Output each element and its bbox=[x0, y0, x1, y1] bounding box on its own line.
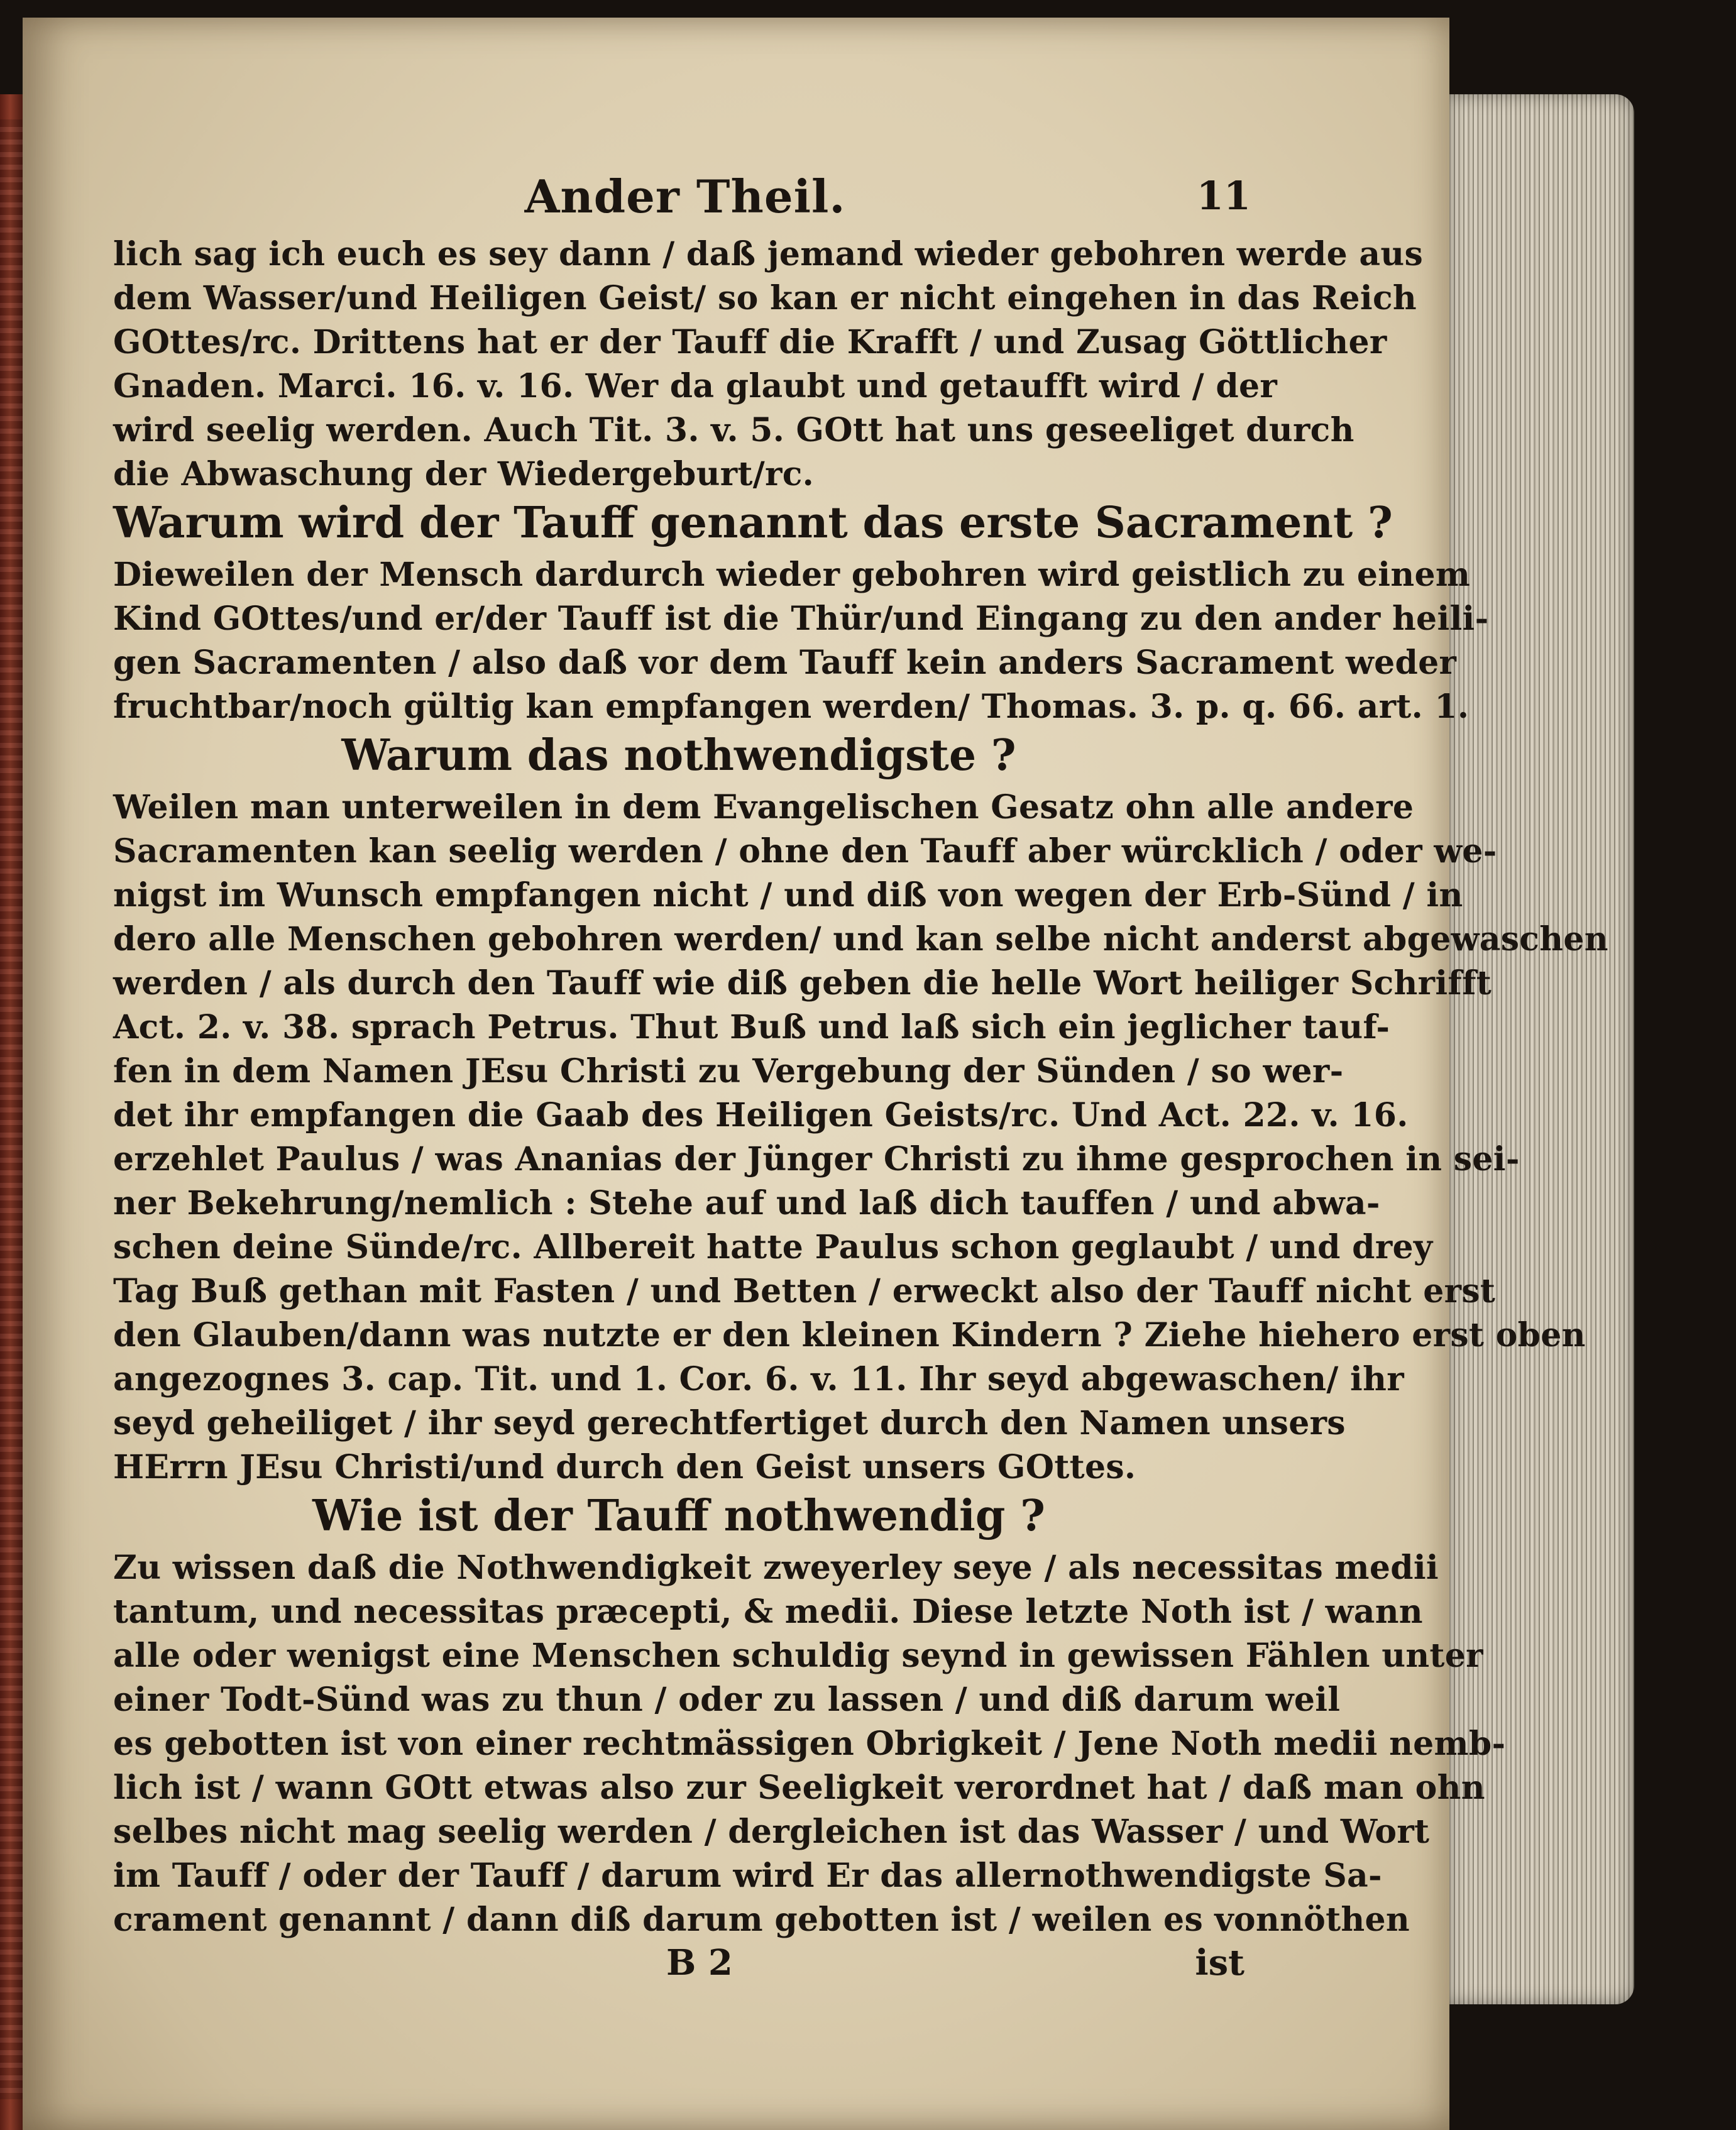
text-line: alle oder wenigst eine Menschen schuldig seynd in gewissen Fählen unter bbox=[113, 1637, 1483, 1675]
text-line: erzehlet Paulus / was Ananias der Jünger Christi zu ihme gesprochen in sei- bbox=[113, 1140, 1520, 1178]
text-line: angezognes 3. cap. Tit. und 1. Cor. 6. v. 11. Ihr seyd abgewaschen/ ihr bbox=[113, 1360, 1404, 1398]
page-number: 11 bbox=[1196, 173, 1251, 219]
text-line: lich ist / wann GOtt etwas also zur Seeligkeit verordnet hat / daß man ohn bbox=[113, 1769, 1485, 1807]
text-line: im Tauff / oder der Tauff / darum wird Er das allernothwendigste Sa- bbox=[113, 1857, 1382, 1895]
text-line: dero alle Menschen gebohren werden/ und kan selbe nicht anderst abgewaschen bbox=[113, 920, 1608, 958]
running-title: Ander Theil. bbox=[524, 170, 846, 223]
text-line: tantum, und necessitas præcepti, & medii. Diese letzte Noth ist / wann bbox=[113, 1593, 1423, 1631]
catchword: ist bbox=[1195, 1942, 1244, 1984]
text-line: Kind GOttes/und er/der Tauff ist die Thür/und Eingang zu den ander heili- bbox=[113, 600, 1489, 638]
text-line: gen Sacramenten / also daß vor dem Tauff kein anders Sacrament weder bbox=[113, 644, 1457, 682]
text-line: det ihr empfangen die Gaab des Heiligen Geists/rc. Und Act. 22. v. 16. bbox=[113, 1096, 1409, 1134]
text-line: einer Todt-Sünd was zu thun / oder zu lassen / und diß darum weil bbox=[113, 1681, 1341, 1719]
text-line: HErrn JEsu Christi/und durch den Geist unsers GOttes. bbox=[113, 1448, 1136, 1486]
text-line: dem Wasser/und Heiligen Geist/ so kan er nicht eingehen in das Reich bbox=[113, 279, 1417, 317]
text-line: Sacramenten kan seelig werden / ohne den Tauff aber würcklich / oder we- bbox=[113, 832, 1497, 870]
text-line: fruchtbar/noch gültig kan empfangen werden/ Thomas. 3. p. q. 66. art. 1. bbox=[113, 688, 1470, 726]
text-line: crament genannt / dann diß darum gebotten ist / weilen es vonnöthen bbox=[113, 1901, 1410, 1939]
text-line: den Glauben/dann was nutzte er den kleinen Kindern ? Ziehe hiehero erst oben bbox=[113, 1316, 1586, 1354]
text-line: seyd geheiliget / ihr seyd gerechtfertiget durch den Namen unsers bbox=[113, 1404, 1346, 1442]
text-line: es gebotten ist von einer rechtmässigen Obrigkeit / Jene Noth medii nemb- bbox=[113, 1725, 1506, 1763]
text-line: selbes nicht mag seelig werden / dergleichen ist das Wasser / und Wort bbox=[113, 1813, 1430, 1851]
text-line: Act. 2. v. 38. sprach Petrus. Thut Buß und laß sich ein jeglicher tauf- bbox=[113, 1008, 1390, 1046]
text-line: die Abwaschung der Wiedergeburt/rc. bbox=[113, 455, 815, 493]
text-line: nigst im Wunsch empfangen nicht / und diß von wegen der Erb-Sünd / in bbox=[113, 876, 1463, 914]
text-line: werden / als durch den Tauff wie diß geben die helle Wort heiliger Schrifft bbox=[113, 964, 1492, 1002]
text-line: Dieweilen der Mensch dardurch wieder gebohren wird geistlich zu einem bbox=[113, 556, 1471, 594]
text-line: schen deine Sünde/rc. Allbereit hatte Paulus schon geglaubt / und drey bbox=[113, 1228, 1433, 1266]
text-line: ner Bekehrung/nemlich : Stehe auf und laß dich tauffen / und abwa- bbox=[113, 1184, 1380, 1222]
question-heading: Warum wird der Tauff genannt das erste Sacrament ? bbox=[113, 498, 1393, 548]
text-line: fen in dem Namen JEsu Christi zu Vergebung der Sünden / so wer- bbox=[113, 1052, 1344, 1090]
text-line: lich sag ich euch es sey dann / daß jemand wieder gebohren werde aus bbox=[113, 235, 1424, 273]
signature-mark: B 2 bbox=[666, 1942, 733, 1984]
text-line: Weilen man unterweilen in dem Evangelischen Gesatz ohn alle andere bbox=[113, 788, 1414, 826]
text-line: GOttes/rc. Drittens hat er der Tauff die Krafft / und Zusag Göttlicher bbox=[113, 323, 1387, 361]
text-line: Gnaden. Marci. 16. v. 16. Wer da glaubt und getaufft wird / der bbox=[113, 367, 1278, 405]
text-line: Tag Buß gethan mit Fasten / und Betten / erweckt also der Tauff nicht erst bbox=[113, 1272, 1496, 1310]
question-heading: Wie ist der Tauff nothwendig ? bbox=[312, 1491, 1045, 1541]
text-line: Zu wissen daß die Nothwendigkeit zweyerley seye / als necessitas medii bbox=[113, 1549, 1439, 1587]
text-line: wird seelig werden. Auch Tit. 3. v. 5. GOtt hat uns geseeliget durch bbox=[113, 411, 1354, 449]
question-heading: Warum das nothwendigste ? bbox=[341, 730, 1016, 781]
